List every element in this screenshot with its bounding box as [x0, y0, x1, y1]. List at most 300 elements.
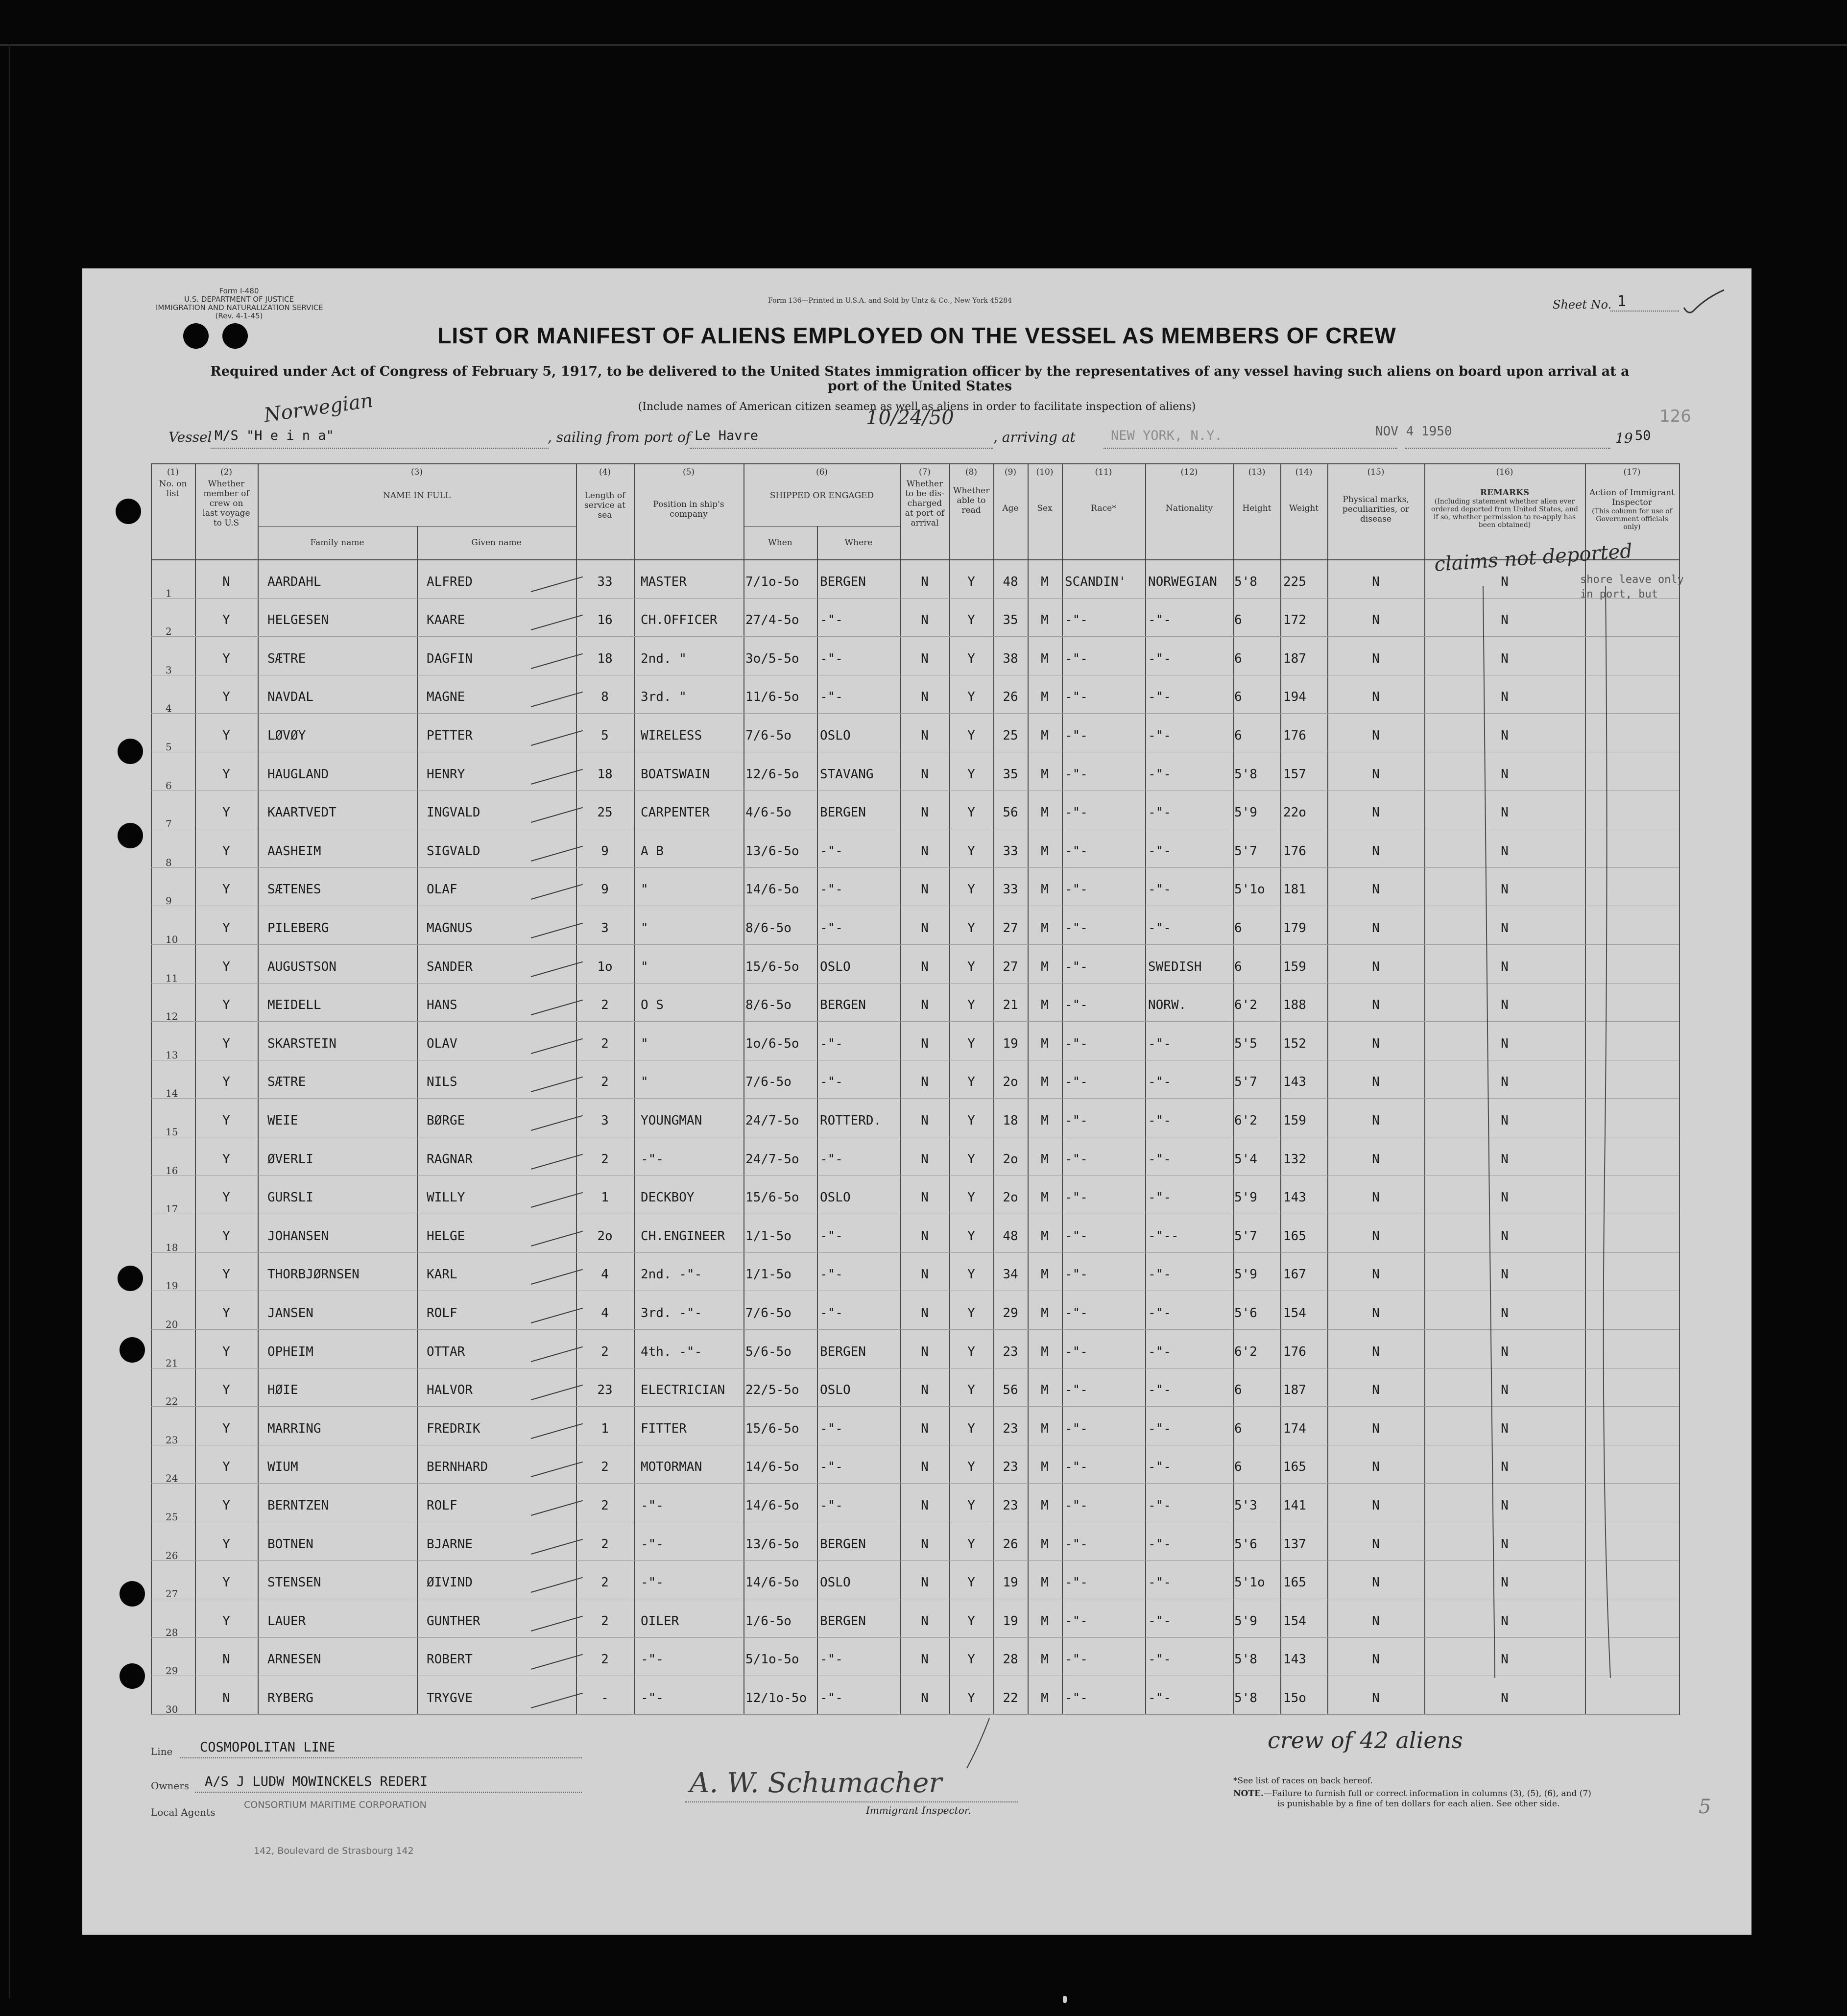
check-stroke	[531, 1500, 583, 1516]
subtitle-note: (Include names of American citizen seamen as well as aliens in order to facilitate inspection of aliens)	[638, 401, 1196, 413]
where-cell: BERGEN	[820, 1344, 866, 1359]
col6-label: SHIPPED OR ENGAGED	[769, 491, 874, 501]
sex-cell: M	[1041, 882, 1049, 897]
marks-cell: N	[1372, 1652, 1380, 1667]
row-number: 1	[166, 587, 172, 599]
prev-voyage-cell: Y	[222, 767, 230, 782]
position-cell: "	[641, 1075, 648, 1090]
race-cell: -"-	[1065, 1228, 1088, 1244]
read-cell: Y	[967, 1113, 975, 1128]
col3-header	[258, 467, 576, 501]
form-id-block	[156, 287, 322, 320]
check-stroke	[531, 1231, 583, 1247]
prev-voyage-cell: Y	[222, 1036, 230, 1051]
marks-cell: N	[1372, 1691, 1380, 1705]
nationality-cell: -"-	[1148, 1383, 1171, 1398]
family-name-cell: KAARTVEDT	[267, 805, 336, 820]
page-stamp: 126	[1659, 407, 1691, 426]
agents-stamp: CONSORTIUM MARITIME CORPORATION	[244, 1800, 427, 1810]
family-name-cell: HØIE	[267, 1383, 298, 1398]
col9-header	[993, 467, 1028, 513]
race-cell: -"-	[1065, 690, 1088, 705]
agents-label: Local Agents	[151, 1806, 216, 1818]
race-cell: -"-	[1065, 613, 1088, 628]
family-name-cell: JANSEN	[267, 1306, 313, 1320]
read-cell: Y	[967, 1306, 975, 1320]
position-cell: 4th. -"-	[641, 1344, 702, 1359]
position-cell: MOTORMAN	[641, 1460, 702, 1475]
check-stroke	[531, 1192, 583, 1208]
where-cell: -"-	[820, 1652, 843, 1667]
remarks-cell: N	[1501, 690, 1509, 705]
nationality-cell: -"-	[1148, 1075, 1171, 1090]
height-cell: 6	[1234, 1383, 1242, 1398]
age-cell: 26	[1003, 1536, 1018, 1552]
family-name-cell: THORBJØRNSEN	[267, 1267, 360, 1282]
given-name-cell: MAGNUS	[427, 921, 473, 936]
read-cell: Y	[967, 1652, 975, 1667]
where-cell: -"-	[820, 1267, 843, 1282]
prev-voyage-cell: Y	[222, 690, 230, 705]
weight-cell: 143	[1283, 1652, 1306, 1667]
height-cell: 5'8	[1234, 574, 1257, 589]
given-name-cell: OTTAR	[427, 1344, 465, 1359]
service-cell: 2	[601, 1460, 609, 1475]
remarks-cell: N	[1501, 1306, 1509, 1320]
when-cell: 27/4-5o	[745, 613, 799, 628]
where-cell: -"-	[820, 613, 843, 628]
note-text-1: —Failure to furnish full or correct information in columns (3), (5), (6), and (7)	[1263, 1789, 1591, 1799]
prev-voyage-cell: N	[222, 1652, 230, 1667]
punch-hole	[118, 1266, 143, 1291]
arrival-stamp: NOV 4 1950	[1375, 424, 1452, 439]
marks-cell: N	[1372, 1075, 1380, 1090]
given-name-cell: HELGE	[427, 1228, 465, 1244]
row-divider	[151, 1483, 1679, 1484]
punch-hole	[120, 1337, 145, 1363]
marks-cell: N	[1372, 843, 1380, 859]
col5-num: (5)	[682, 467, 695, 477]
prev-voyage-cell: N	[222, 574, 230, 589]
age-cell: 35	[1003, 613, 1018, 628]
read-cell: Y	[967, 613, 975, 628]
height-cell: 5'9	[1234, 1613, 1257, 1629]
nationality-cell: -"-	[1148, 921, 1171, 936]
given-name-header: Given name	[471, 538, 522, 548]
position-cell: MASTER	[641, 574, 687, 589]
age-cell: 21	[1003, 998, 1018, 1013]
sex-cell: M	[1041, 613, 1049, 628]
given-name-cell: GUNTHER	[427, 1613, 480, 1629]
weight-cell: 187	[1283, 1383, 1306, 1398]
service-cell: 2	[601, 1652, 609, 1667]
age-cell: 22	[1003, 1691, 1018, 1705]
check-stroke	[531, 1462, 583, 1477]
form-subtitle	[190, 364, 1650, 394]
row-number: 25	[166, 1511, 178, 1523]
height-cell: 5'6	[1234, 1306, 1257, 1320]
nationality-cell: -"-	[1148, 1344, 1171, 1359]
service-cell: 2	[601, 1344, 609, 1359]
position-cell: FITTER	[641, 1421, 687, 1436]
arrival-port: NEW YORK, N.Y.	[1111, 428, 1223, 443]
prev-voyage-cell: Y	[222, 998, 230, 1013]
column-line	[1145, 463, 1146, 1715]
age-cell: 27	[1003, 921, 1018, 936]
punch-hole	[120, 1663, 145, 1689]
sex-cell: M	[1041, 1536, 1049, 1552]
form-title: LIST OR MANIFEST OF ALIENS EMPLOYED ON THE VESSEL AS MEMBERS OF CREW	[437, 323, 1396, 348]
nationality-cell: -"-	[1148, 1267, 1171, 1282]
nationality-cell: -"--	[1148, 1228, 1179, 1244]
row-number: 11	[166, 972, 178, 984]
row-divider	[151, 636, 1679, 637]
remarks-cell: N	[1501, 1267, 1509, 1282]
given-name-cell: PETTER	[427, 728, 473, 743]
discharge-cell: N	[921, 998, 929, 1013]
when-cell: 8/6-5o	[745, 921, 792, 936]
where-cell: -"-	[820, 843, 843, 859]
check-mark	[1682, 288, 1726, 317]
col2-header	[195, 467, 258, 528]
marks-cell: N	[1372, 921, 1380, 936]
when-header: When	[768, 538, 792, 548]
weight-cell: 225	[1283, 574, 1306, 589]
service-cell: 4	[601, 1306, 609, 1320]
sex-cell: M	[1041, 843, 1049, 859]
row-divider	[151, 867, 1679, 868]
vessel-annotation: Norwegian	[262, 389, 375, 427]
column-line	[817, 526, 818, 1715]
marks-cell: N	[1372, 998, 1380, 1013]
height-cell: 5'9	[1234, 805, 1257, 820]
race-cell: -"-	[1065, 1460, 1088, 1475]
row-number: 29	[166, 1665, 178, 1677]
check-stroke	[531, 1385, 583, 1400]
where-cell: BERGEN	[820, 1613, 866, 1629]
column-line	[634, 463, 635, 1715]
prev-voyage-cell: Y	[222, 1306, 230, 1320]
family-name-cell: SÆTRE	[267, 651, 306, 666]
stamp-line	[1405, 448, 1610, 449]
row-divider	[151, 1098, 1679, 1099]
position-cell: OILER	[641, 1613, 679, 1629]
punch-hole	[118, 823, 143, 848]
weight-cell: 15o	[1283, 1691, 1306, 1705]
when-cell: 7/6-5o	[745, 1306, 792, 1320]
position-cell: -"-	[641, 1652, 664, 1667]
race-cell: -"-	[1065, 1383, 1088, 1398]
sex-cell: M	[1041, 728, 1049, 743]
height-cell: 6'2	[1234, 1344, 1257, 1359]
given-name-cell: RAGNAR	[427, 1152, 473, 1167]
nationality-cell: -"-	[1148, 613, 1171, 628]
weight-cell: 152	[1283, 1036, 1306, 1051]
age-cell: 25	[1003, 728, 1018, 743]
nationality-cell: -"-	[1148, 1460, 1171, 1475]
weight-cell: 176	[1283, 843, 1306, 859]
col14-num: (14)	[1295, 467, 1313, 477]
marks-cell: N	[1372, 882, 1380, 897]
row-number: 15	[166, 1126, 178, 1138]
col10-header	[1028, 467, 1062, 513]
height-cell: 5'9	[1234, 1267, 1257, 1282]
age-cell: 35	[1003, 767, 1018, 782]
height-cell: 6	[1234, 690, 1242, 705]
given-name-cell: ALFRED	[427, 574, 473, 589]
nationality-cell: -"-	[1148, 767, 1171, 782]
service-cell: 1o	[597, 959, 613, 974]
given-name-cell: INGVALD	[427, 805, 480, 820]
check-stroke	[531, 807, 583, 823]
row-divider	[151, 1560, 1679, 1561]
family-name-cell: LAUER	[267, 1613, 306, 1629]
signature-stroke	[964, 1717, 993, 1771]
marks-cell: N	[1372, 1190, 1380, 1205]
where-cell: -"-	[820, 1498, 843, 1513]
marks-cell: N	[1372, 1152, 1380, 1167]
read-cell: Y	[967, 1613, 975, 1629]
height-cell: 5'1o	[1234, 882, 1265, 897]
read-cell: Y	[967, 1075, 975, 1090]
nationality-cell: -"-	[1148, 728, 1171, 743]
given-name-cell: HANS	[427, 998, 457, 1013]
remarks-cell: N	[1501, 1075, 1509, 1090]
sex-cell: M	[1041, 1460, 1049, 1475]
given-name-cell: MAGNE	[427, 690, 465, 705]
marks-cell: N	[1372, 1267, 1380, 1282]
family-name-cell: SÆTRE	[267, 1075, 306, 1090]
family-name-cell: WIUM	[267, 1460, 298, 1475]
prev-voyage-cell: Y	[222, 1383, 230, 1398]
race-cell: -"-	[1065, 882, 1088, 897]
weight-cell: 154	[1283, 1613, 1306, 1629]
check-stroke	[531, 692, 583, 707]
read-cell: Y	[967, 651, 975, 666]
race-cell: -"-	[1065, 728, 1088, 743]
where-cell: -"-	[820, 1306, 843, 1320]
position-cell: YOUNGMAN	[641, 1113, 702, 1128]
where-cell: -"-	[820, 1075, 843, 1090]
when-cell: 3o/5-5o	[745, 651, 799, 666]
race-cell: -"-	[1065, 1613, 1088, 1629]
row-number: 5	[166, 741, 172, 753]
marks-cell: N	[1372, 1613, 1380, 1629]
weight-cell: 165	[1283, 1228, 1306, 1244]
position-cell: 3rd. -"-	[641, 1306, 702, 1320]
col6-header	[744, 467, 900, 501]
check-stroke	[531, 961, 583, 977]
row-number: 3	[166, 664, 172, 676]
col9-label: Age	[1002, 504, 1019, 513]
sex-cell: M	[1041, 1575, 1049, 1590]
crew-table	[151, 463, 1684, 1715]
weight-cell: 167	[1283, 1267, 1306, 1282]
remarks-cell: N	[1501, 882, 1509, 897]
weight-cell: 165	[1283, 1575, 1306, 1590]
where-header: Where	[844, 538, 873, 548]
remarks-cell: N	[1501, 613, 1509, 628]
service-cell: 9	[601, 882, 609, 897]
discharge-cell: N	[921, 728, 929, 743]
prev-voyage-cell: Y	[222, 882, 230, 897]
discharge-cell: N	[921, 1344, 929, 1359]
col7-header	[900, 467, 949, 528]
family-name-cell: STENSEN	[267, 1575, 321, 1590]
row-number: 6	[166, 779, 172, 792]
row-number: 24	[166, 1472, 178, 1485]
row-divider	[151, 1252, 1679, 1253]
race-cell: -"-	[1065, 1652, 1088, 1667]
family-name-cell: JOHANSEN	[267, 1228, 329, 1244]
when-cell: 24/7-5o	[745, 1113, 799, 1128]
service-cell: 3	[601, 921, 609, 936]
col13-label: Height	[1242, 504, 1271, 513]
when-cell: 1o/6-5o	[745, 1036, 799, 1051]
position-cell: -"-	[641, 1152, 664, 1167]
remarks-cell: N	[1501, 1152, 1509, 1167]
col2-num: (2)	[220, 467, 233, 477]
col12-label: Nationality	[1166, 504, 1213, 513]
given-name-cell: ROBERT	[427, 1652, 473, 1667]
row-number: 4	[166, 702, 172, 715]
when-cell: 14/6-5o	[745, 1498, 799, 1513]
read-cell: Y	[967, 1691, 975, 1705]
nationality-cell: -"-	[1148, 805, 1171, 820]
given-name-cell: ØIVIND	[427, 1575, 473, 1590]
check-stroke	[531, 1153, 583, 1169]
col3-num: (3)	[410, 467, 423, 477]
row-divider	[151, 1637, 1679, 1638]
read-cell: Y	[967, 1498, 975, 1513]
age-cell: 19	[1003, 1613, 1018, 1629]
height-cell: 5'3	[1234, 1498, 1257, 1513]
discharge-cell: N	[921, 1460, 929, 1475]
height-cell: 5'7	[1234, 1075, 1257, 1090]
prev-voyage-cell: Y	[222, 921, 230, 936]
sex-cell: M	[1041, 959, 1049, 974]
check-stroke	[531, 653, 583, 669]
nationality-cell: -"-	[1148, 651, 1171, 666]
prev-voyage-cell: Y	[222, 1228, 230, 1244]
prev-voyage-cell: Y	[222, 1190, 230, 1205]
marks-cell: N	[1372, 1536, 1380, 1552]
remarks-pen-lines	[1473, 586, 1620, 1678]
marks-cell: N	[1372, 767, 1380, 782]
col1-label: No. on list	[159, 479, 187, 499]
read-cell: Y	[967, 998, 975, 1013]
sex-cell: M	[1041, 1306, 1049, 1320]
when-cell: 1/1-5o	[745, 1228, 792, 1244]
remarks-cell: N	[1501, 843, 1509, 859]
col4-header	[576, 467, 634, 520]
check-stroke	[531, 1000, 583, 1015]
given-name-cell: NILS	[427, 1075, 457, 1090]
remarks-cell: N	[1501, 728, 1509, 743]
prev-voyage-cell: Y	[222, 613, 230, 628]
when-cell: 13/6-5o	[745, 1536, 799, 1552]
service-cell: 2	[601, 1498, 609, 1513]
line-value: COSMOPOLITAN LINE	[200, 1740, 336, 1755]
agents-address: 142, Boulevard de Strasbourg 142	[254, 1846, 414, 1856]
check-stroke	[531, 1423, 583, 1439]
nationality-cell: -"-	[1148, 690, 1171, 705]
age-cell: 19	[1003, 1575, 1018, 1590]
position-cell: WIRELESS	[641, 728, 702, 743]
col5-header	[634, 467, 744, 519]
punch-hole	[118, 739, 143, 764]
race-cell: -"-	[1065, 1575, 1088, 1590]
race-cell: -"-	[1065, 651, 1088, 666]
nationality-cell: -"-	[1148, 843, 1171, 859]
corner-mark: 5	[1699, 1796, 1711, 1818]
line-underline	[180, 1757, 582, 1758]
height-cell: 6	[1234, 613, 1242, 628]
when-cell: 12/1o-5o	[745, 1691, 807, 1705]
remarks-cell: N	[1501, 921, 1509, 936]
where-cell: -"-	[820, 882, 843, 897]
height-cell: 5'9	[1234, 1190, 1257, 1205]
check-stroke	[531, 1577, 583, 1593]
check-stroke	[531, 768, 583, 784]
discharge-cell: N	[921, 690, 929, 705]
where-cell: -"-	[820, 651, 843, 666]
weight-cell: 188	[1283, 998, 1306, 1013]
nationality-cell: SWEDISH	[1148, 959, 1202, 974]
marks-cell: N	[1372, 690, 1380, 705]
position-cell: 2nd. -"-	[641, 1267, 702, 1282]
family-name-cell: ØVERLI	[267, 1152, 313, 1167]
col16-label: REMARKS	[1480, 488, 1530, 498]
subtitle-line-2: port of the United States	[827, 379, 1012, 394]
col16-header	[1424, 467, 1585, 529]
family-name-cell: AASHEIM	[267, 843, 321, 859]
when-cell: 22/5-5o	[745, 1383, 799, 1398]
form-number: Form I-480	[219, 287, 259, 295]
age-cell: 26	[1003, 690, 1018, 705]
column-line	[1062, 463, 1063, 1715]
height-cell: 6	[1234, 959, 1242, 974]
printer-line: Form 136—Printed in U.S.A. and Sold by Untz & Co., New York 45284	[768, 297, 1012, 305]
column-line	[258, 463, 259, 1715]
height-cell: 5'8	[1234, 1652, 1257, 1667]
position-cell: -"-	[641, 1498, 664, 1513]
discharge-cell: N	[921, 843, 929, 859]
row-number: 28	[166, 1626, 178, 1638]
read-cell: Y	[967, 1383, 975, 1398]
where-cell: -"-	[820, 1036, 843, 1051]
inspector-signature: A. W. Schumacher	[690, 1767, 942, 1799]
height-cell: 5'8	[1234, 1691, 1257, 1705]
read-cell: Y	[967, 959, 975, 974]
when-cell: 1/1-5o	[745, 1267, 792, 1282]
inspector-label: Immigrant Inspector.	[866, 1804, 971, 1816]
position-cell: O S	[641, 998, 664, 1013]
read-cell: Y	[967, 690, 975, 705]
sex-cell: M	[1041, 998, 1049, 1013]
row-number: 18	[166, 1241, 178, 1253]
column-line	[1679, 463, 1680, 1715]
given-name-cell: BERNHARD	[427, 1460, 488, 1475]
row-number: 23	[166, 1434, 178, 1446]
age-cell: 27	[1003, 959, 1018, 974]
age-cell: 56	[1003, 1383, 1018, 1398]
weight-cell: 143	[1283, 1075, 1306, 1090]
height-cell: 5'7	[1234, 843, 1257, 859]
discharge-cell: N	[921, 1036, 929, 1051]
height-cell: 6'2	[1234, 998, 1257, 1013]
given-name-cell: HALVOR	[427, 1383, 473, 1398]
